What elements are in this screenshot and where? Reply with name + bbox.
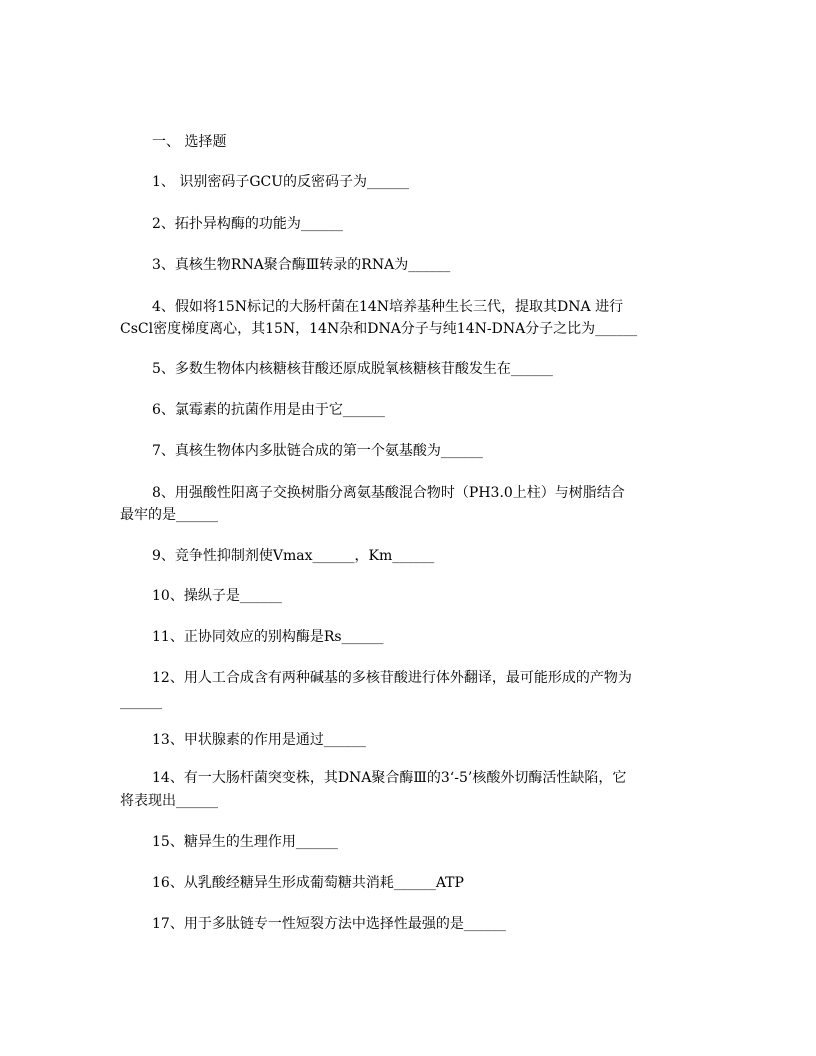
question-11: 11、正协同效应的别构酶是Rs______ [152,629,384,645]
question-12-line-1: 12、用人工合成含有两种碱基的多核苷酸进行体外翻译，最可能形成的产物为 [152,670,632,686]
question-8-line-2: 最牢的是______ [120,507,218,523]
question-4-line-2: CsCl密度梯度离心，其15N，14N杂和DNA分子与纯14N-DNA分子之比为______ [120,321,638,337]
question-4-line-1: 4、假如将15N标记的大肠杆菌在14N培养基种生长三代，提取其DNA 进行 [152,299,624,315]
question-16: 16、从乳酸经糖异生形成葡萄糖共消耗______ATP [152,875,464,891]
question-1: 1、 识别密码子GCU的反密码子为______ [152,174,410,190]
question-9: 9、竞争性抑制剂使Vmax______，Km______ [152,548,435,564]
question-15: 15、糖异生的生理作用______ [152,834,338,850]
question-6: 6、氯霉素的抗菌作用是由于它______ [152,402,385,418]
question-12-line-2: ______ [120,694,162,710]
question-10: 10、操纵子是______ [152,588,282,604]
question-7: 7、真核生物体内多肽链合成的第一个氨基酸为______ [152,443,483,459]
question-2: 2、拓扑异构酶的功能为______ [152,216,343,232]
question-14-line-1: 14、有一大肠杆菌突变株，其DNA聚合酶Ⅲ的3‘-5’核酸外切酶活性缺陷，它 [152,770,627,786]
question-3: 3、真核生物RNA聚合酶Ⅲ转录的RNA为______ [152,257,451,273]
question-13: 13、甲状腺素的作用是通过______ [152,732,366,748]
section-heading: 一、 选择题 [152,134,227,150]
question-14-line-2: 将表现出______ [120,793,218,809]
question-5: 5、多数生物体内核糖核苷酸还原成脱氧核糖核苷酸发生在______ [152,361,553,377]
question-8-line-1: 8、用强酸性阳离子交换树脂分离氨基酸混合物时（PH3.0上柱）与树脂结合 [152,485,625,501]
question-17: 17、用于多肽链专一性短裂方法中选择性最强的是______ [152,916,506,932]
